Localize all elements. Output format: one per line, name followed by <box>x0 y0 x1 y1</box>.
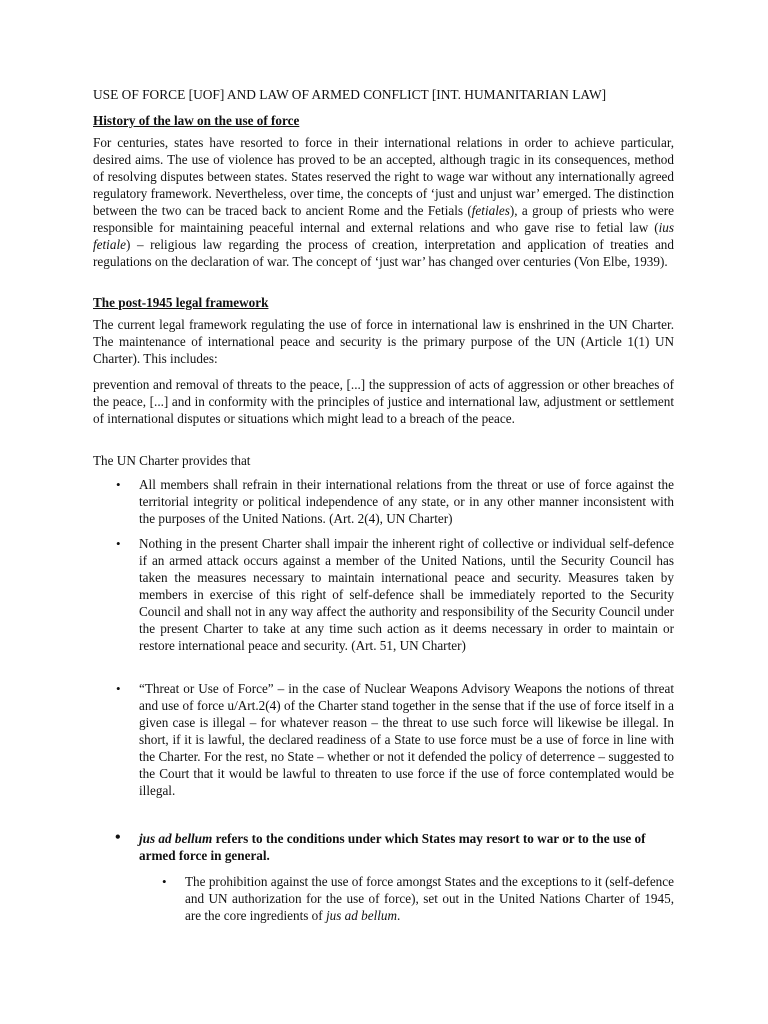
jus-ad-bellum-definition: refers to the conditions under which States may resort to war or to the use of armed force in general. <box>139 831 646 863</box>
bullet-article-2-4: All members shall refrain in their international relations from the threat or use of force against the territorial integrity or political independence of any state, or in any other manner inconsistent with the purposes of the United Nations. (Art. 2(4), UN Charter) <box>139 477 674 526</box>
prohibition-text: The prohibition against the use of force amongst States and the exceptions to it (self-defence and UN authorization for the use of force), set out in the United Nations Charter of 1945, are the core ingredients of <box>185 874 674 923</box>
history-text-part3: ) – religious law regarding the process of creation, interpretation and application of treaties and regulations on the declaration of war. The concept of ‘just war’ has changed over centuries (Von Elbe, 1939). <box>93 237 674 269</box>
section-heading-history: History of the law on the use of force <box>93 113 300 128</box>
document-title: USE OF FORCE [UOF] AND LAW OF ARMED CONFLICT [INT. HUMANITARIAN LAW] <box>93 87 607 102</box>
bullet-article-51: Nothing in the present Charter shall impair the inherent right of collective or individual self-defence if an armed attack occurs against a member of the United Nations, until the Security Council has taken the measures necessary to maintain international peace and security. Measures taken by members in exercise of this right of self-defence shall be immediately reported to the Security Council and shall not in any way affect the authority and responsibility of the Security Council under the present Charter to take at any time such action as it deems necessary in order to maintain or restore international peace and security. (Art. 51, UN Charter) <box>139 536 674 653</box>
sub-bullet-prohibition <box>185 873 674 924</box>
fetiales-term: fetiales <box>471 203 510 218</box>
jus-ad-bellum-term-inline: jus ad bellum <box>325 908 398 923</box>
section-heading-post-1945: The post-1945 legal framework <box>93 295 269 310</box>
ius-fetiale-term: ius fetiale <box>93 220 674 252</box>
bullet-marker: • <box>162 874 167 889</box>
bullet-marker: • <box>115 829 121 846</box>
jus-ad-bellum-term: jus ad bellum <box>139 831 213 846</box>
prohibition-end: . <box>397 908 401 923</box>
history-text-part2: ), a group of priests who were responsible for maintaining peaceful internal and external relations and who gave rise to fetial law ( <box>93 203 675 235</box>
bullet-marker: • <box>116 681 121 696</box>
charter-provides-paragraph: The UN Charter provides that <box>93 453 251 468</box>
charter-quote-paragraph: prevention and removal of threats to the peace, [...] the suppression of acts of aggression or other breaches of the peace, [...] and in conformity with the principles of justice and international law, adjustment or settlement of international disputes or situations which might lead to a breach of the peace. <box>93 377 674 426</box>
bullet-marker: • <box>116 477 121 492</box>
bullet-jus-ad-bellum <box>139 830 674 864</box>
history-text-part1: For centuries, states have resorted to force in their international relations in order to achieve particular, desired aims. The use of violence has proved to be an accepted, although tragic in its consequences, method of resolving disputes between states. States reserved the right to wage war without any internationally agreed regulatory framework. Nevertheless, over time, the concepts of ‘just and unjust war’ emerged. The distinction between the two can be traced back to ancient Rome and the Fetials ( <box>93 135 674 218</box>
bullet-marker: • <box>116 536 121 551</box>
bullet-threat-or-use-of-force: “Threat or Use of Force” – in the case of Nuclear Weapons Advisory Weapons the notions of threat and use of force u/Art.2(4) of the Charter stand together in the sense that if the use of force itself in a given case is illegal – for whatever reason – the threat to use such force will likewise be illegal. In short, if it is lawful, the declared readiness of a State to use force must be a use of force in line with the Charter. For the rest, no State – whether or not it defended the policy of deterrence – suggested to the Court that it would be lawful to threaten to use force if the use of force contemplated would be illegal. <box>139 681 674 798</box>
framework-paragraph: The current legal framework regulating the use of force in international law is enshrined in the UN Charter. The maintenance of international peace and security is the primary purpose of the UN (Article 1(1) UN Charter). This includes: <box>93 317 674 366</box>
history-paragraph <box>93 134 674 270</box>
